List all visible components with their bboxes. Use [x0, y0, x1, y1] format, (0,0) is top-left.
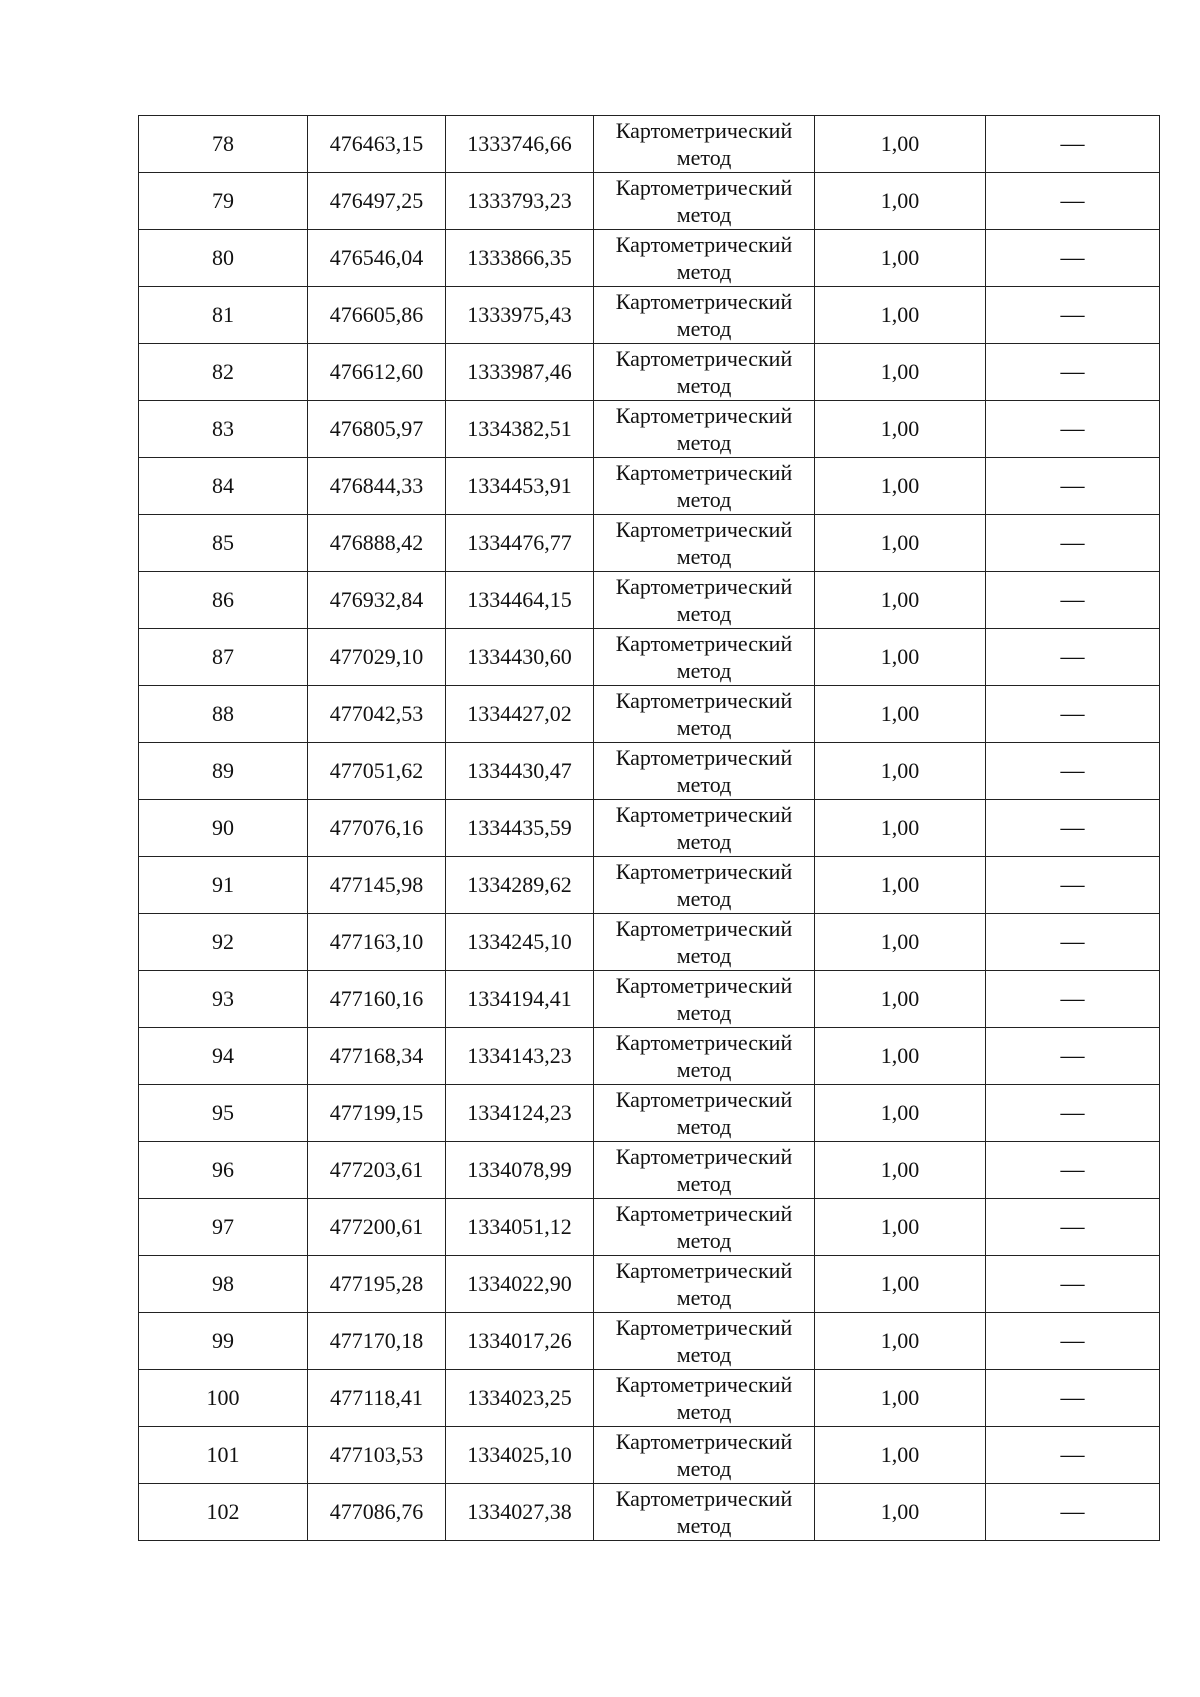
- accuracy-cell: 1,00: [815, 515, 986, 572]
- note-cell: —: [986, 572, 1160, 629]
- table-row: [139, 572, 1160, 629]
- method-cell: [594, 116, 815, 173]
- point-number-cell: 94: [139, 1028, 308, 1085]
- table-row: [139, 1085, 1160, 1142]
- y-coordinate-cell: 1334430,47: [446, 743, 594, 800]
- y-coordinate-cell: 1334025,10: [446, 1427, 594, 1484]
- table-row: [139, 515, 1160, 572]
- method-line-2: метод: [676, 943, 732, 968]
- method-cell: [594, 1313, 815, 1370]
- table-row: [139, 458, 1160, 515]
- method-cell: [594, 1199, 815, 1256]
- method-line-1: Картометрический: [615, 916, 793, 941]
- y-coordinate-cell: 1334027,38: [446, 1484, 594, 1541]
- method-line-2: метод: [676, 886, 732, 911]
- method-cell: [594, 1085, 815, 1142]
- method-line-2: метод: [676, 829, 732, 854]
- method-line-2: метод: [676, 430, 732, 455]
- x-coordinate-cell: 477145,98: [308, 857, 446, 914]
- method-line-1: Картометрический: [615, 460, 793, 485]
- point-number-cell: 78: [139, 116, 308, 173]
- accuracy-cell: 1,00: [815, 344, 986, 401]
- accuracy-cell: 1,00: [815, 1427, 986, 1484]
- note-cell: —: [986, 1199, 1160, 1256]
- x-coordinate-cell: 477200,61: [308, 1199, 446, 1256]
- note-cell: —: [986, 1028, 1160, 1085]
- point-number-cell: 87: [139, 629, 308, 686]
- y-coordinate-cell: 1333793,23: [446, 173, 594, 230]
- method-cell: [594, 686, 815, 743]
- method-line-1: Картометрический: [615, 1258, 793, 1283]
- method-line-1: Картометрический: [615, 973, 793, 998]
- method-cell: [594, 743, 815, 800]
- accuracy-cell: 1,00: [815, 743, 986, 800]
- table-row: [139, 1199, 1160, 1256]
- y-coordinate-cell: 1334051,12: [446, 1199, 594, 1256]
- method-cell: [594, 1028, 815, 1085]
- point-number-cell: 101: [139, 1427, 308, 1484]
- accuracy-cell: 1,00: [815, 1370, 986, 1427]
- note-cell: —: [986, 173, 1160, 230]
- accuracy-cell: 1,00: [815, 1313, 986, 1370]
- x-coordinate-cell: 477051,62: [308, 743, 446, 800]
- point-number-cell: 83: [139, 401, 308, 458]
- y-coordinate-cell: 1334078,99: [446, 1142, 594, 1199]
- point-number-cell: 98: [139, 1256, 308, 1313]
- note-cell: —: [986, 1256, 1160, 1313]
- point-number-cell: 86: [139, 572, 308, 629]
- table-row: [139, 686, 1160, 743]
- method-cell: [594, 1484, 815, 1541]
- x-coordinate-cell: 477042,53: [308, 686, 446, 743]
- method-cell: [594, 1370, 815, 1427]
- x-coordinate-cell: 476888,42: [308, 515, 446, 572]
- x-coordinate-cell: 476844,33: [308, 458, 446, 515]
- method-cell: [594, 800, 815, 857]
- method-line-1: Картометрический: [615, 118, 793, 143]
- point-number-cell: 93: [139, 971, 308, 1028]
- table-row: [139, 1427, 1160, 1484]
- note-cell: —: [986, 686, 1160, 743]
- method-line-2: метод: [676, 202, 732, 227]
- accuracy-cell: 1,00: [815, 1085, 986, 1142]
- method-cell: [594, 458, 815, 515]
- coordinates-table-body: [139, 116, 1160, 1541]
- accuracy-cell: 1,00: [815, 1028, 986, 1085]
- y-coordinate-cell: 1334289,62: [446, 857, 594, 914]
- method-cell: [594, 1427, 815, 1484]
- x-coordinate-cell: 477160,16: [308, 971, 446, 1028]
- x-coordinate-cell: 476612,60: [308, 344, 446, 401]
- method-cell: [594, 857, 815, 914]
- table-row: [139, 116, 1160, 173]
- x-coordinate-cell: 476497,25: [308, 173, 446, 230]
- note-cell: —: [986, 971, 1160, 1028]
- method-line-1: Картометрический: [615, 1429, 793, 1454]
- method-line-1: Картометрический: [615, 403, 793, 428]
- point-number-cell: 96: [139, 1142, 308, 1199]
- note-cell: —: [986, 1484, 1160, 1541]
- note-cell: —: [986, 230, 1160, 287]
- note-cell: —: [986, 857, 1160, 914]
- method-cell: [594, 173, 815, 230]
- method-line-2: метод: [676, 145, 732, 170]
- method-line-1: Картометрический: [615, 1144, 793, 1169]
- method-line-2: метод: [676, 1171, 732, 1196]
- accuracy-cell: 1,00: [815, 857, 986, 914]
- accuracy-cell: 1,00: [815, 629, 986, 686]
- y-coordinate-cell: 1334453,91: [446, 458, 594, 515]
- table-row: [139, 971, 1160, 1028]
- table-row: [139, 344, 1160, 401]
- y-coordinate-cell: 1334022,90: [446, 1256, 594, 1313]
- method-line-1: Картометрический: [615, 1030, 793, 1055]
- point-number-cell: 95: [139, 1085, 308, 1142]
- method-line-2: метод: [676, 487, 732, 512]
- y-coordinate-cell: 1334245,10: [446, 914, 594, 971]
- table-row: [139, 914, 1160, 971]
- note-cell: —: [986, 344, 1160, 401]
- table-row: [139, 800, 1160, 857]
- accuracy-cell: 1,00: [815, 116, 986, 173]
- accuracy-cell: 1,00: [815, 1199, 986, 1256]
- x-coordinate-cell: 477195,28: [308, 1256, 446, 1313]
- coordinates-table: [138, 115, 1160, 1541]
- point-number-cell: 102: [139, 1484, 308, 1541]
- x-coordinate-cell: 476463,15: [308, 116, 446, 173]
- method-line-1: Картометрический: [615, 1486, 793, 1511]
- point-number-cell: 79: [139, 173, 308, 230]
- table-row: [139, 743, 1160, 800]
- table-row: [139, 173, 1160, 230]
- note-cell: —: [986, 515, 1160, 572]
- y-coordinate-cell: 1333975,43: [446, 287, 594, 344]
- y-coordinate-cell: 1333987,46: [446, 344, 594, 401]
- method-line-2: метод: [676, 259, 732, 284]
- note-cell: —: [986, 1142, 1160, 1199]
- method-cell: [594, 1256, 815, 1313]
- method-cell: [594, 230, 815, 287]
- method-line-2: метод: [676, 715, 732, 740]
- y-coordinate-cell: 1334194,41: [446, 971, 594, 1028]
- accuracy-cell: 1,00: [815, 914, 986, 971]
- note-cell: —: [986, 116, 1160, 173]
- y-coordinate-cell: 1334124,23: [446, 1085, 594, 1142]
- y-coordinate-cell: 1334476,77: [446, 515, 594, 572]
- x-coordinate-cell: 477086,76: [308, 1484, 446, 1541]
- method-cell: [594, 629, 815, 686]
- y-coordinate-cell: 1334143,23: [446, 1028, 594, 1085]
- note-cell: —: [986, 287, 1160, 344]
- x-coordinate-cell: 476932,84: [308, 572, 446, 629]
- method-line-1: Картометрический: [615, 1315, 793, 1340]
- note-cell: —: [986, 800, 1160, 857]
- y-coordinate-cell: 1333746,66: [446, 116, 594, 173]
- method-line-2: метод: [676, 373, 732, 398]
- point-number-cell: 100: [139, 1370, 308, 1427]
- method-line-2: метод: [676, 1057, 732, 1082]
- y-coordinate-cell: 1334435,59: [446, 800, 594, 857]
- x-coordinate-cell: 477168,34: [308, 1028, 446, 1085]
- y-coordinate-cell: 1333866,35: [446, 230, 594, 287]
- note-cell: —: [986, 458, 1160, 515]
- point-number-cell: 92: [139, 914, 308, 971]
- x-coordinate-cell: 477103,53: [308, 1427, 446, 1484]
- method-line-1: Картометрический: [615, 1372, 793, 1397]
- method-line-1: Картометрический: [615, 688, 793, 713]
- accuracy-cell: 1,00: [815, 287, 986, 344]
- method-line-2: метод: [676, 772, 732, 797]
- accuracy-cell: 1,00: [815, 1142, 986, 1199]
- x-coordinate-cell: 477170,18: [308, 1313, 446, 1370]
- method-cell: [594, 572, 815, 629]
- accuracy-cell: 1,00: [815, 401, 986, 458]
- method-line-1: Картометрический: [615, 859, 793, 884]
- y-coordinate-cell: 1334017,26: [446, 1313, 594, 1370]
- y-coordinate-cell: 1334382,51: [446, 401, 594, 458]
- table-row: [139, 1370, 1160, 1427]
- point-number-cell: 90: [139, 800, 308, 857]
- table-row: [139, 1484, 1160, 1541]
- method-line-2: метод: [676, 601, 732, 626]
- table-row: [139, 1028, 1160, 1085]
- method-cell: [594, 1142, 815, 1199]
- method-cell: [594, 344, 815, 401]
- method-cell: [594, 914, 815, 971]
- method-line-2: метод: [676, 316, 732, 341]
- point-number-cell: 88: [139, 686, 308, 743]
- y-coordinate-cell: 1334430,60: [446, 629, 594, 686]
- point-number-cell: 81: [139, 287, 308, 344]
- accuracy-cell: 1,00: [815, 686, 986, 743]
- note-cell: —: [986, 743, 1160, 800]
- x-coordinate-cell: 477118,41: [308, 1370, 446, 1427]
- method-cell: [594, 971, 815, 1028]
- accuracy-cell: 1,00: [815, 230, 986, 287]
- note-cell: —: [986, 1427, 1160, 1484]
- method-line-1: Картометрический: [615, 1201, 793, 1226]
- method-line-2: метод: [676, 544, 732, 569]
- accuracy-cell: 1,00: [815, 800, 986, 857]
- note-cell: —: [986, 1313, 1160, 1370]
- table-row: [139, 857, 1160, 914]
- method-line-2: метод: [676, 1285, 732, 1310]
- method-line-2: метод: [676, 658, 732, 683]
- x-coordinate-cell: 476605,86: [308, 287, 446, 344]
- point-number-cell: 80: [139, 230, 308, 287]
- method-line-2: метод: [676, 1000, 732, 1025]
- x-coordinate-cell: 477029,10: [308, 629, 446, 686]
- method-line-1: Картометрический: [615, 289, 793, 314]
- method-line-2: метод: [676, 1342, 732, 1367]
- method-line-1: Картометрический: [615, 517, 793, 542]
- method-line-1: Картометрический: [615, 175, 793, 200]
- accuracy-cell: 1,00: [815, 1256, 986, 1313]
- point-number-cell: 97: [139, 1199, 308, 1256]
- table-row: [139, 287, 1160, 344]
- x-coordinate-cell: 477076,16: [308, 800, 446, 857]
- note-cell: —: [986, 914, 1160, 971]
- table-row: [139, 1142, 1160, 1199]
- point-number-cell: 99: [139, 1313, 308, 1370]
- method-line-1: Картометрический: [615, 802, 793, 827]
- y-coordinate-cell: 1334023,25: [446, 1370, 594, 1427]
- table-row: [139, 230, 1160, 287]
- method-line-2: метод: [676, 1456, 732, 1481]
- table-row: [139, 401, 1160, 458]
- method-cell: [594, 515, 815, 572]
- y-coordinate-cell: 1334427,02: [446, 686, 594, 743]
- note-cell: —: [986, 401, 1160, 458]
- method-line-1: Картометрический: [615, 631, 793, 656]
- note-cell: —: [986, 629, 1160, 686]
- method-line-1: Картометрический: [615, 574, 793, 599]
- x-coordinate-cell: 477163,10: [308, 914, 446, 971]
- point-number-cell: 85: [139, 515, 308, 572]
- method-line-2: метод: [676, 1228, 732, 1253]
- note-cell: —: [986, 1085, 1160, 1142]
- method-line-1: Картометрический: [615, 745, 793, 770]
- accuracy-cell: 1,00: [815, 458, 986, 515]
- x-coordinate-cell: 477199,15: [308, 1085, 446, 1142]
- method-cell: [594, 287, 815, 344]
- point-number-cell: 89: [139, 743, 308, 800]
- accuracy-cell: 1,00: [815, 572, 986, 629]
- note-cell: —: [986, 1370, 1160, 1427]
- table-row: [139, 1256, 1160, 1313]
- y-coordinate-cell: 1334464,15: [446, 572, 594, 629]
- table-row: [139, 1313, 1160, 1370]
- x-coordinate-cell: 476546,04: [308, 230, 446, 287]
- accuracy-cell: 1,00: [815, 173, 986, 230]
- method-line-1: Картометрический: [615, 346, 793, 371]
- point-number-cell: 91: [139, 857, 308, 914]
- method-line-2: метод: [676, 1513, 732, 1538]
- method-line-2: метод: [676, 1399, 732, 1424]
- point-number-cell: 82: [139, 344, 308, 401]
- point-number-cell: 84: [139, 458, 308, 515]
- x-coordinate-cell: 476805,97: [308, 401, 446, 458]
- accuracy-cell: 1,00: [815, 1484, 986, 1541]
- method-cell: [594, 401, 815, 458]
- accuracy-cell: 1,00: [815, 971, 986, 1028]
- x-coordinate-cell: 477203,61: [308, 1142, 446, 1199]
- method-line-1: Картометрический: [615, 232, 793, 257]
- method-line-2: метод: [676, 1114, 732, 1139]
- table-row: [139, 629, 1160, 686]
- method-line-1: Картометрический: [615, 1087, 793, 1112]
